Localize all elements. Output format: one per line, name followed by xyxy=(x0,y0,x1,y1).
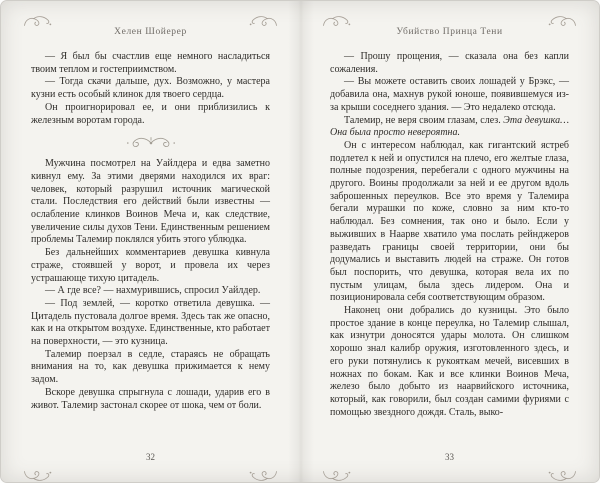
page-number-left: 32 xyxy=(146,452,155,462)
paragraph xyxy=(330,115,569,140)
paragraph: Он с интересом наблюдал, как гигантский ястреб подлетел к ней и опустился на плечо, его желтые глаза, полные подозрения, перебегали с одного мужчины на другого. Воины продолжали за ней и ее другом вдоль заброшенных переулков. Все это время у Талемира бегали мурашки по коже, словно за ним кто-то наблюдал. Без сомнения, так оно и было. Если у выживших в Наарве хватило ума послать рейнджеров разведать границы своей территории, они бы додумались и выставить людей на страже. Он готов был поспорить, что девушка, которая вела их по пустым улицам, была здесь лидером. Она и позиционировала себя соответствующим образом. xyxy=(330,139,569,304)
paragraph: Мужчина посмотрел на Уайлдера и едва заметно кивнул ему. За этими дверями находился их враг: человек, который разрушил источник магической стали. Последствия его действий были известны — ослабление клинков Воинов Меча и, как следствие, увеличение силы духов Тени. Единственным решением проблемы Талемир поклялся убить этого ублюдка. xyxy=(31,158,270,246)
running-header-author: Хелен Шойерер xyxy=(114,27,187,37)
corner-flourish-icon xyxy=(23,14,53,28)
running-header-title: Убийство Принца Тени xyxy=(396,27,503,37)
corner-flourish-icon xyxy=(248,469,278,483)
paragraph-emphasis: Эта девушка… Она была просто невероятна. xyxy=(330,114,569,139)
page-number-right: 33 xyxy=(445,452,454,462)
page-text-right xyxy=(330,51,569,419)
paragraph: — Тогда скачи дальше, дух. Возможно, у мастера кузни есть особый клинок для твоего сердца. xyxy=(31,76,270,101)
corner-flourish-icon xyxy=(23,469,53,483)
paragraph: — Вы можете оставить своих лошадей у Брэкс, — добавила она, махнув рукой юноше, появившемуся из-за крыши соседнего здания. — Это недалеко отсюда. xyxy=(330,76,569,113)
paragraph: — А где все? — нахмурившись, спросил Уайлдер. xyxy=(45,285,261,297)
paragraph: Он проигнорировал ее, и они приблизились к железным воротам города. xyxy=(31,101,270,126)
section-break xyxy=(31,133,270,151)
corner-flourish-icon xyxy=(322,469,352,483)
corner-flourish-icon xyxy=(322,14,352,28)
page-text-left xyxy=(31,51,270,412)
paragraph: — Под землей, — коротко ответила девушка. — Цитадель пустовала долгое время. Здесь так же опасно, как и на открытом воздухе. Единственные, кто работает на поверхности, — это кузница. xyxy=(31,297,270,348)
page-left xyxy=(1,1,300,483)
paragraph: Талемир поерзал в седле, стараясь не обращать внимания на то, как девушка прижимается к нему задом. xyxy=(31,348,270,386)
paragraph: — Я был бы счастлив еще немного насладиться твоим теплом и гостеприимством. xyxy=(31,51,270,75)
paragraph-text: Талемир, не веря своим глазам, слез. xyxy=(344,114,504,126)
paragraph: Без дальнейших комментариев девушка кивнула страже, стоявшей у ворот, и провела их через устрашающе тихую цитадель. xyxy=(31,247,270,284)
corner-flourish-icon xyxy=(547,469,577,483)
section-divider-flourish-icon xyxy=(122,135,180,151)
paragraph: — Прошу прощения, — сказала она без капли сожаления. xyxy=(330,51,569,75)
paragraph: Вскоре девушка спрыгнула с лошади, ударив его в живот. Талемир застонал скорее от шока, чем от боли. xyxy=(31,386,270,411)
page-right xyxy=(300,1,599,483)
paragraph: Наконец они добрались до кузницы. Это было простое здание в конце переулка, но Талемир слышал, как изнутри доносятся удары молота. Он слишком хорошо знал калибр оружия, изготовленного здесь, и его руки потянулись к рукояткам мечей, висевших в ножнах по бокам. Как и все клинки Воинов Меча, железо было добыто из наарвийского источника, который, как говорили, был создан самими фуриями с помощью звездного дождя. Сталь, выко- xyxy=(330,305,569,418)
corner-flourish-icon xyxy=(547,14,577,28)
corner-flourish-icon xyxy=(248,14,278,28)
